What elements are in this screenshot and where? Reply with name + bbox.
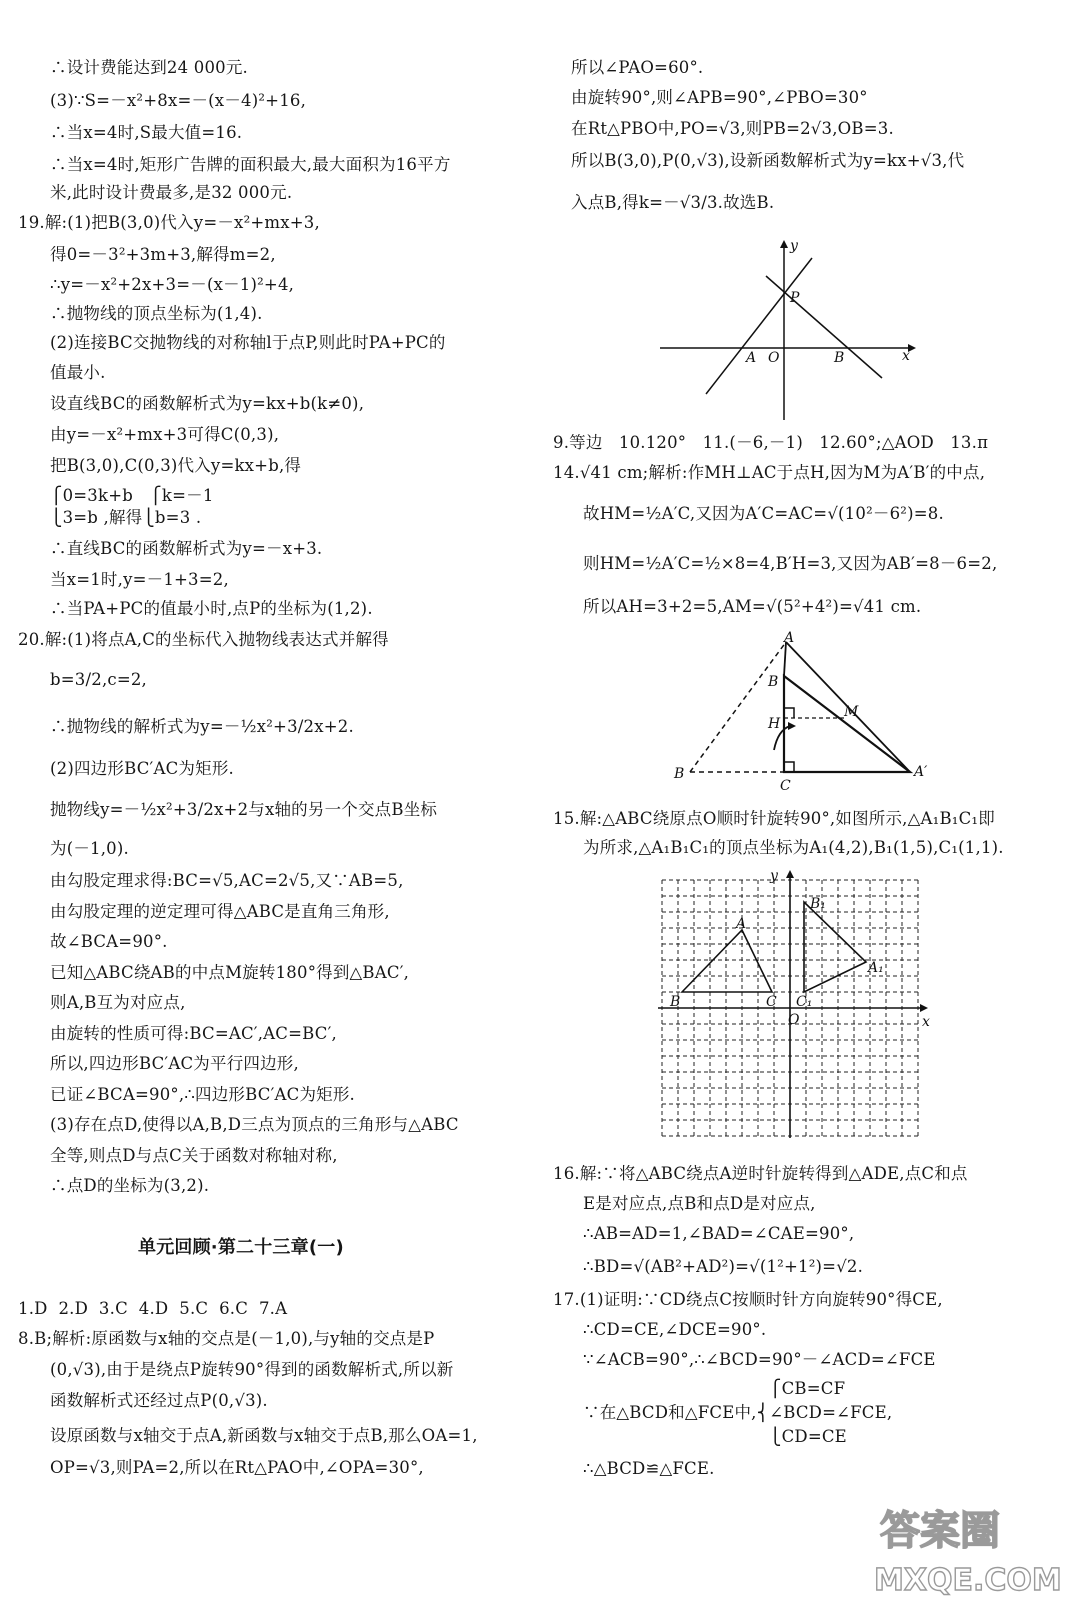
text-line: 15.解:△ABC绕原点O顺时针旋转90°,如图所示,△A₁B₁C₁即 [553,809,995,828]
text-line: 抛物线y=－½x²+3/2x+2与x轴的另一个交点B坐标 [50,800,438,819]
equation-system-line: ⎧0=3k+b ⎧k=－1 [50,486,214,505]
text-line: 所以AH=3+2=5,AM=√(5²+4²)=√41 cm. [583,597,922,616]
watermark-text: 答案圈 [880,1508,1000,1554]
label-o: O [768,350,780,366]
text-line: 所以∠PAO=60°. [571,58,704,77]
label-y: y [790,238,798,254]
label-c: C [780,778,791,794]
label-a: A [736,916,747,932]
label-x: x [922,1014,930,1030]
text-line: 故HM=½A′C,又因为A′C=AC=√(10²－6²)=8. [583,504,944,523]
y-axis-arrow [786,870,794,878]
answer-line: 9.等边 10.120° 11.(－6,－1) 12.60°;△AOD 13.π [553,433,989,452]
text-line: 由勾股定理求得:BC=√5,AC=2√5,又∵AB=5, [50,871,404,890]
text-line: OP=√3,则PA=2,所以在Rt△PAO中,∠OPA=30°, [50,1458,424,1477]
label-c: C [766,994,777,1010]
text-line: 16.解:∵将△ABC绕点A逆时针旋转得到△ADE,点C和点 [553,1164,968,1183]
text-line: 14.√41 cm;解析:作MH⊥AC于点H,因为M为A′B′的中点, [553,463,986,482]
text-line: ∴抛物线的解析式为y=－½x²+3/2x+2. [50,717,354,736]
text-line: 由y=－x²+mx+3可得C(0,3), [50,425,280,444]
text-line: (2)四边形BC′AC为矩形. [50,759,234,778]
text-line: 则A,B互为对应点, [50,993,186,1012]
text-line: (2)连接BC交抛物线的对称轴l于点P,则此时PA+PC的 [50,333,446,352]
dashed-side-ba [690,642,786,772]
label-b-prime: B [768,674,779,690]
label-a1: A₁ [868,960,884,976]
text-line: 为所求,△A₁B₁C₁的顶点坐标为A₁(4,2),B₁(1,5),C₁(1,1). [583,838,1004,857]
equation-system-line: ⎩CD=CE [769,1427,847,1446]
text-line: 把B(3,0),C(0,3)代入y=kx+b,得 [50,456,302,475]
label-y: y [770,868,778,884]
text-line: ∴抛物线的顶点坐标为(1,4). [50,304,263,323]
watermark-logo [862,1500,1062,1600]
label-b: B [674,766,685,782]
label-m: M [844,704,859,720]
text-line: 由勾股定理的逆定理可得△ABC是直角三角形, [50,902,390,921]
text-line: (3)存在点D,使得以A,B,D三点为顶点的三角形与△ABC [50,1115,459,1134]
answer-line: 1.D 2.D 3.C 4.D 5.C 6.C 7.A [18,1299,288,1318]
text-line: (3)∵S=－x²+8x=－(x－4)²+16, [50,91,307,110]
text-line: ∴直线BC的函数解析式为y=－x+3. [50,539,323,558]
text-line: 8.B;解析:原函数与x轴的交点是(－1,0),与y轴的交点是P [18,1329,435,1348]
segment-ab [784,642,786,676]
text-line: ∴y=－x²+2x+3=－(x－1)²+4, [50,275,295,294]
text-line: 所以,四边形BC′AC为平行四边形, [50,1054,299,1073]
equation-system-line: ⎩3=b ,解得⎩b=3 . [50,508,202,527]
text-line: 当x=1时,y=－1+3=2, [50,570,229,589]
right-angle-h [784,708,794,718]
text-line: ∴当x=4时,矩形广告牌的面积最大,最大面积为16平方 [50,155,451,174]
text-line: ∵∠ACB=90°,∴∠BCD=90°－∠ACD=∠FCE [583,1350,936,1369]
line-through-a-p [706,258,812,394]
text-line: 已证∠BCA=90°,∴四边形BC′AC为矩形. [50,1085,355,1104]
section-heading: 单元回顾·第二十三章(一) [138,1237,344,1258]
label-o: O [788,1012,800,1028]
text-line: 全等,则点D与点C关于函数对称轴对称, [50,1146,338,1165]
label-a: A [784,630,795,646]
label-b: B [670,994,681,1010]
text-line: ∴CD=CE,∠DCE=90°. [583,1320,767,1339]
text-line: ∴△BCD≌△FCE. [583,1459,715,1478]
triangle-a1b1c1 [804,902,866,992]
text-line: 故∠BCA=90°. [50,932,168,951]
text-line: 则HM=½A′C=½×8=4,B′H=3,又因为AB′=8－6=2, [583,554,998,573]
text-line: E是对应点,点B和点D是对应点, [583,1194,816,1213]
label-h: H [768,716,781,732]
figure-grid-rotation [654,866,934,1144]
text-line: 19.解:(1)把B(3,0)代入y=－x²+mx+3, [18,213,320,232]
text-line: 由旋转的性质可得:BC=AC′,AC=BC′, [50,1024,337,1043]
label-c1: C₁ [796,994,813,1010]
text-line: 所以B(3,0),P(0,√3),设新函数解析式为y=kx+√3,代 [571,151,965,170]
rotation-arrowhead [788,722,796,730]
text-line: (0,√3),由于是绕点P旋转90°得到的函数解析式,所以新 [50,1360,454,1379]
watermark-url: MXQE.COM [874,1563,1062,1598]
text-line: 设直线BC的函数解析式为y=kx+b(k≠0), [50,394,365,413]
label-b: B [834,350,845,366]
label-x: x [902,348,910,364]
text-line: 在Rt△PBO中,PO=√3,则PB=2√3,OB=3. [571,119,894,138]
equation-system-line: ⎧CB=CF [769,1379,846,1398]
equation-system-line: ∵在△BCD和△FCE中,⎨∠BCD=∠FCE, [583,1403,893,1422]
text-line: b=3/2,c=2, [50,670,147,689]
x-axis-arrow [920,1004,928,1012]
text-line: 设原函数与x轴交于点A,新函数与x轴交于点B,那么OA=1, [50,1426,478,1445]
text-line: 20.解:(1)将点A,C的坐标代入抛物线表达式并解得 [18,630,389,649]
label-b1: B₁ [810,896,826,912]
text-line: 米,此时设计费最多,是32 000元. [50,183,293,202]
text-line: 值最小. [50,363,106,382]
text-line: 函数解析式还经过点P(0,√3). [50,1391,268,1410]
text-line: ∴当x=4时,S最大值=16. [50,123,243,142]
text-line: 为(－1,0). [50,839,129,858]
text-line: 入点B,得k=－√3/3.故选B. [571,193,775,212]
y-axis-arrow [780,240,788,248]
figure-triangle-rotation [670,630,940,798]
triangle-b-c-a-prime [784,676,910,772]
text-line: ∴BD=√(AB²+AD²)=√(1²+1²)=√2. [583,1257,864,1276]
right-angle-c [784,762,794,772]
text-line: 由旋转90°,则∠APB=90°,∠PBO=30° [571,88,868,107]
text-line: ∴设计费能达到24 000元. [50,58,248,77]
text-line: ∴当PA+PC的值最小时,点P的坐标为(1,2). [50,599,373,618]
text-line: 得0=－3²+3m+3,解得m=2, [50,245,276,264]
text-line: 已知△ABC绕AB的中点M旋转180°得到△BAC′, [50,963,410,982]
text-line: ∴AB=AD=1,∠BAD=∠CAE=90°, [583,1224,855,1243]
label-p: P [790,290,800,306]
label-a: A [746,350,757,366]
text-line: ∴点D的坐标为(3,2). [50,1176,210,1195]
label-a-prime: A′ [914,764,928,780]
figure-lines-intersection [660,236,920,422]
text-line: 17.(1)证明:∵CD绕点C按顺时针方向旋转90°得CE, [553,1290,943,1309]
